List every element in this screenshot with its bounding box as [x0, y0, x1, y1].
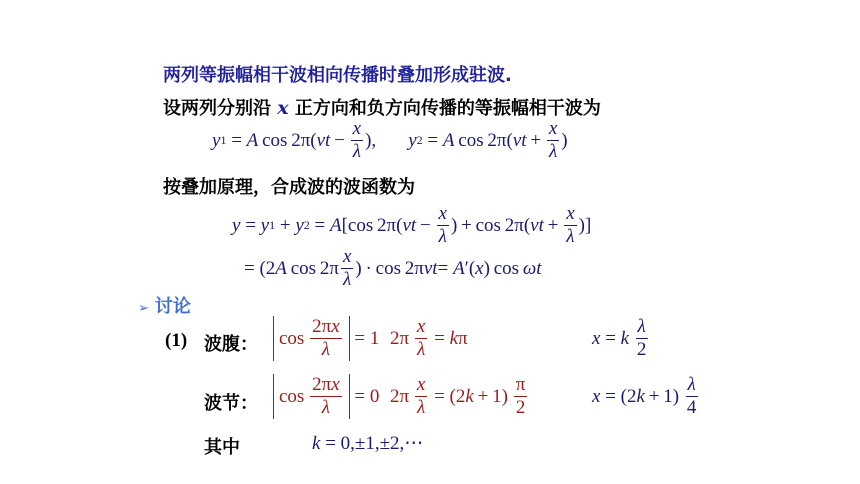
antinode-label: 波腹： [204, 334, 258, 355]
setup-pre: 设两列分别沿 [163, 98, 271, 119]
node-phase: 2π $\frac{x}{\lambda}$ = (2 k + 1) $\frac{\pi}{2}$ [390, 374, 526, 418]
wave-equations: y 1 = A cos 2π( νt − $\frac{x}{\lambda}$ ), y 2 = A cos 2π( νt + $\frac{x}{\lambda}$ ) [212, 118, 568, 162]
setup-post: 正方向和负方向传播的等振幅相干波为 [294, 98, 601, 119]
setup-variable: x [277, 97, 289, 119]
case-number: (1) [165, 330, 188, 351]
superposition-equation: y = y 1 + y 2 = A [cos 2π( νt − $\frac{x}{\lambda}$ ) + cos 2π( νt + $\frac{x}{\lambda}$ )] [232, 203, 592, 247]
antinode-condition: cos $\frac{2\pi x}{\lambda}$ = 1 [273, 316, 379, 361]
k-values: k = 0,±1,±2,⋯ [312, 432, 424, 454]
antinode-position: x = k $\frac{\lambda}{2}$ [592, 316, 647, 360]
setup-text [163, 94, 601, 120]
superposition-text: 按叠加原理，合成波的波函数为 [163, 177, 415, 198]
node-label: 波节： [204, 393, 258, 414]
discussion-heading [138, 292, 191, 318]
where-label: 其中 [204, 437, 240, 458]
node-condition: cos $\frac{2\pi x}{\lambda}$ = 0 [273, 374, 379, 419]
arrow-bullet-icon: ➢ [138, 301, 149, 316]
discussion-label: 讨论 [154, 296, 191, 317]
intro-text: 两列等振幅相干波相向传播时叠加形成驻波. [163, 65, 512, 86]
node-position: x = (2 k + 1) $\frac{\lambda}{4}$ [592, 374, 697, 418]
standing-wave-equation: = (2 A cos 2π $\frac{x}{\lambda}$ ) · cos 2π νt = A ′( x ) cos ωt [244, 246, 542, 290]
antinode-phase: 2π $\frac{x}{\lambda}$ = k π [390, 316, 468, 360]
